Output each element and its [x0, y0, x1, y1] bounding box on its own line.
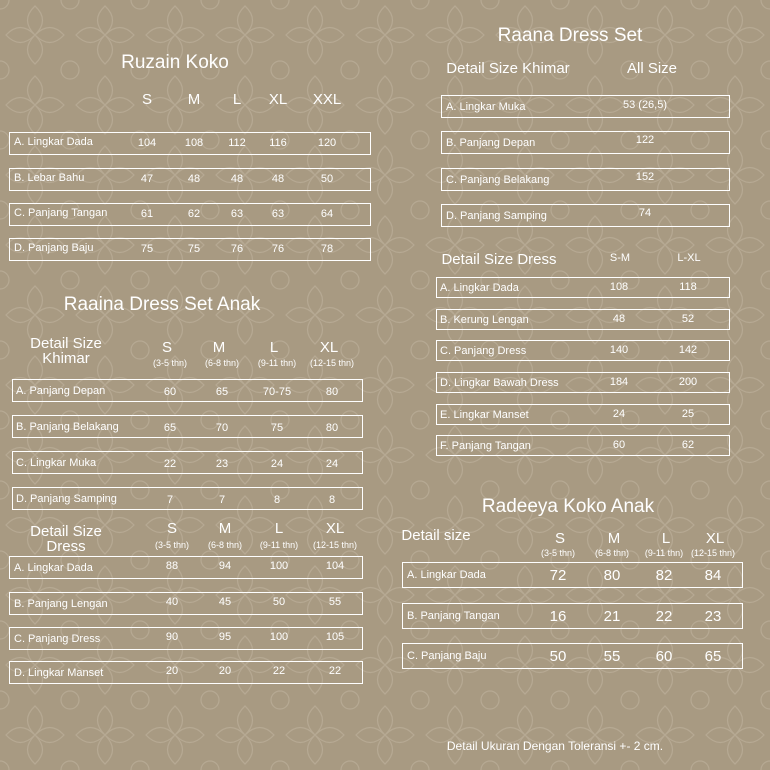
radeeya-row-value: 65	[704, 648, 722, 665]
raaina-size-header: L	[269, 339, 279, 356]
raana-khimar-row-label: C. Panjang Belakang	[446, 174, 550, 186]
ruzain-size-header: M	[187, 91, 201, 108]
raana-khimar-row-value: 122	[635, 134, 655, 146]
raana-dress-size-header: L-XL	[677, 252, 701, 264]
radeeya-row-value: 60	[655, 648, 673, 665]
raana-dress-row-value: 140	[609, 344, 629, 356]
raaina-khimar-row-value: 23	[215, 458, 229, 470]
raaina-dress-row-value: 45	[218, 596, 232, 608]
ruzain-row-value: 75	[187, 243, 201, 255]
raaina-khimar-row-value: 8	[328, 494, 336, 506]
raaina-khimar-row-label: D. Panjang Samping	[16, 493, 117, 505]
ruzain-size-header: S	[141, 91, 153, 108]
radeeya-row-value: 16	[549, 608, 567, 625]
raaina-dress-row-value: 104	[325, 560, 345, 572]
raaina-age-header: (12-15 thn)	[309, 358, 355, 368]
raaina-khimar-row-value: 80	[325, 386, 339, 398]
radeeya-row-value: 84	[704, 567, 722, 584]
ruzain-row-value: 61	[140, 208, 154, 220]
raana-dress-row-label: C. Panjang Dress	[440, 345, 527, 357]
ruzain-row-value: 63	[230, 208, 244, 220]
raaina-dress-row-value: 94	[218, 560, 232, 572]
radeeya-age-header: (9-11 thn)	[644, 548, 684, 558]
raaina-khimar-row-value: 8	[273, 494, 281, 506]
ruzain-row-value: 104	[137, 137, 157, 149]
raaina-dress-row-label: C. Panjang Dress	[14, 633, 101, 645]
ruzain-row-label: C. Panjang Tangan	[14, 207, 108, 219]
radeeya-row-value: 21	[603, 608, 621, 625]
raana-dress-row-value: 142	[678, 344, 698, 356]
ruzain-title: Ruzain Koko	[121, 52, 229, 73]
raaina-dress-heading: Detail Size	[30, 523, 102, 540]
raana-dress-row-value: 60	[612, 439, 626, 451]
raana-dress-row-value: 118	[679, 281, 697, 293]
raaina-khimar-row-value: 75	[270, 422, 284, 434]
ruzain-row-value: 112	[228, 137, 246, 149]
radeeya-row-label: C. Panjang Baju	[407, 650, 487, 662]
ruzain-row-value: 108	[184, 137, 204, 149]
radeeya-row-value: 80	[603, 567, 621, 584]
raana-dress-row-value: 24	[612, 408, 626, 420]
radeeya-row-value: 55	[603, 648, 621, 665]
raaina-khimar-row-value: 7	[166, 494, 174, 506]
raana-khimar-row-value: 74	[638, 207, 652, 219]
ruzain-row-label: D. Panjang Baju	[14, 242, 94, 254]
ruzain-row-value: 116	[269, 137, 287, 149]
radeeya-age-header: (12-15 thn)	[690, 548, 736, 558]
raaina-dress-row-value: 100	[269, 631, 289, 643]
radeeya-size-header: M	[607, 530, 621, 547]
radeeya-row-value: 82	[655, 567, 673, 584]
raaina-age-header: (3-5 thn)	[152, 358, 188, 368]
raaina-dress-row-value: 55	[328, 596, 342, 608]
raana-khimar-heading: Detail Size Khimar	[446, 60, 570, 77]
raaina-khimar-row-value: 7	[218, 494, 226, 506]
raaina-dress-row-value: 20	[165, 665, 179, 677]
ruzain-row-value: 75	[140, 243, 154, 255]
raana-dress-row-value: 108	[609, 281, 629, 293]
ruzain-row-value: 48	[187, 173, 201, 185]
raana-dress-row-value: 184	[609, 376, 629, 388]
ruzain-row-value: 64	[320, 208, 334, 220]
raaina-size-header: S	[166, 520, 178, 537]
raaina-dress-row-value: 88	[165, 560, 179, 572]
raaina-dress-heading: Dress	[46, 538, 86, 555]
raaina-dress-row-value: 40	[165, 596, 179, 608]
raaina-dress-row-value: 22	[328, 665, 342, 677]
raana-dress-row-label: D. Lingkar Bawah Dress	[440, 377, 559, 389]
raaina-khimar-row-value: 22	[163, 458, 177, 470]
radeeya-row-label: B. Panjang Tangan	[407, 610, 500, 622]
raaina-size-header: M	[212, 339, 226, 356]
raana-title: Raana Dress Set	[497, 25, 643, 46]
ruzain-row-value: 62	[187, 208, 201, 220]
radeeya-row-value: 72	[549, 567, 567, 584]
raana-khimar-size-header: All Size	[626, 60, 678, 77]
raaina-age-header: (3-5 thn)	[154, 540, 190, 550]
raana-dress-row-value: 200	[678, 376, 698, 388]
raana-dress-row-value: 52	[681, 313, 695, 325]
raaina-khimar-row-value: 70	[215, 422, 229, 434]
raana-khimar-row-label: A. Lingkar Muka	[446, 101, 526, 113]
raaina-title: Raaina Dress Set Anak	[63, 294, 261, 315]
raana-dress-row-value: 62	[681, 439, 695, 451]
radeeya-size-header: XL	[705, 530, 725, 547]
raaina-age-header: (6-8 thn)	[207, 540, 243, 550]
raaina-dress-row-value: 20	[218, 665, 232, 677]
raana-dress-size-header: S-M	[609, 252, 631, 264]
raaina-dress-row-value: 100	[269, 560, 289, 572]
raaina-khimar-row-value: 60	[163, 386, 177, 398]
radeeya-row-value: 50	[549, 648, 567, 665]
raana-dress-row-label: B. Kerung Lengan	[440, 314, 529, 326]
radeeya-heading: Detail size	[401, 527, 471, 544]
raaina-dress-row-label: B. Panjang Lengan	[14, 598, 108, 610]
ruzain-row-value: 50	[320, 173, 334, 185]
raaina-khimar-heading: Khimar	[42, 350, 90, 367]
raaina-size-header: L	[274, 520, 284, 537]
raana-dress-row-value: 48	[612, 313, 626, 325]
raaina-age-header: (9-11 thn)	[257, 358, 297, 368]
raana-dress-heading: Detail Size Dress	[441, 251, 557, 268]
ruzain-row-value: 76	[230, 243, 244, 255]
raaina-dress-row-label: D. Lingkar Manset	[14, 667, 104, 679]
ruzain-row-value: 78	[320, 243, 334, 255]
raaina-khimar-row-value: 70-75	[262, 386, 292, 398]
raaina-dress-row-value: 90	[165, 631, 179, 643]
raana-khimar-row-label: D. Panjang Samping	[446, 210, 547, 222]
ruzain-row-value: 63	[271, 208, 285, 220]
ruzain-size-header: XL	[268, 91, 288, 108]
raana-dress-row-value: 25	[681, 408, 695, 420]
raaina-dress-row-value: 95	[218, 631, 232, 643]
ruzain-row-value: 76	[271, 243, 285, 255]
raana-dress-row-label: F. Panjang Tangan	[440, 440, 531, 452]
raaina-khimar-row-value: 24	[325, 458, 339, 470]
raana-khimar-row-label: B. Panjang Depan	[446, 137, 536, 149]
radeeya-row-value: 23	[704, 608, 722, 625]
raaina-size-header: M	[218, 520, 232, 537]
ruzain-row-value: 48	[230, 173, 244, 185]
tolerance-note: Detail Ukuran Dengan Toleransi +- 2 cm.	[446, 739, 664, 753]
radeeya-row-label: A. Lingkar Dada	[407, 569, 486, 581]
raaina-khimar-heading: Detail Size	[30, 335, 102, 352]
ruzain-row-value: 48	[271, 173, 285, 185]
ruzain-row-value: 47	[140, 173, 154, 185]
raaina-dress-row-label: A. Lingkar Dada	[14, 562, 93, 574]
radeeya-row-value: 22	[655, 608, 673, 625]
raaina-size-header: S	[161, 339, 173, 356]
raaina-khimar-row-label: C. Lingkar Muka	[16, 457, 97, 469]
radeeya-size-header: S	[554, 530, 566, 547]
ruzain-size-header: XXL	[312, 91, 342, 108]
ruzain-row-label: A. Lingkar Dada	[14, 136, 93, 148]
raaina-age-header: (6-8 thn)	[204, 358, 240, 368]
raaina-khimar-row-value: 65	[163, 422, 177, 434]
raaina-dress-row-value: 50	[272, 596, 286, 608]
raana-dress-row-label: A. Lingkar Dada	[440, 282, 519, 294]
raaina-khimar-row-value: 80	[325, 422, 339, 434]
ruzain-row-label: B. Lebar Bahu	[14, 172, 85, 184]
raaina-size-header: XL	[319, 339, 339, 356]
radeeya-age-header: (6-8 thn)	[594, 548, 630, 558]
raana-dress-row-label: E. Lingkar Manset	[440, 409, 529, 421]
raaina-dress-row-value: 105	[325, 631, 345, 643]
raaina-khimar-row-value: 65	[215, 386, 229, 398]
raaina-age-header: (12-15 thn)	[312, 540, 358, 550]
ruzain-size-header: L	[232, 91, 242, 108]
radeeya-age-header: (3-5 thn)	[540, 548, 576, 558]
raana-khimar-row-value: 152	[635, 171, 655, 183]
raaina-age-header: (9-11 thn)	[259, 540, 299, 550]
raaina-size-header: XL	[325, 520, 345, 537]
raana-khimar-row-value: 53 (26,5)	[622, 99, 668, 111]
raaina-khimar-row-label: B. Panjang Belakang	[16, 421, 119, 433]
raaina-dress-row-value: 22	[272, 665, 286, 677]
ruzain-row-value: 120	[317, 137, 337, 149]
radeeya-title: Radeeya Koko Anak	[481, 496, 655, 517]
raaina-khimar-row-label: A. Panjang Depan	[16, 385, 106, 397]
raaina-khimar-row-value: 24	[270, 458, 284, 470]
radeeya-size-header: L	[661, 530, 671, 547]
